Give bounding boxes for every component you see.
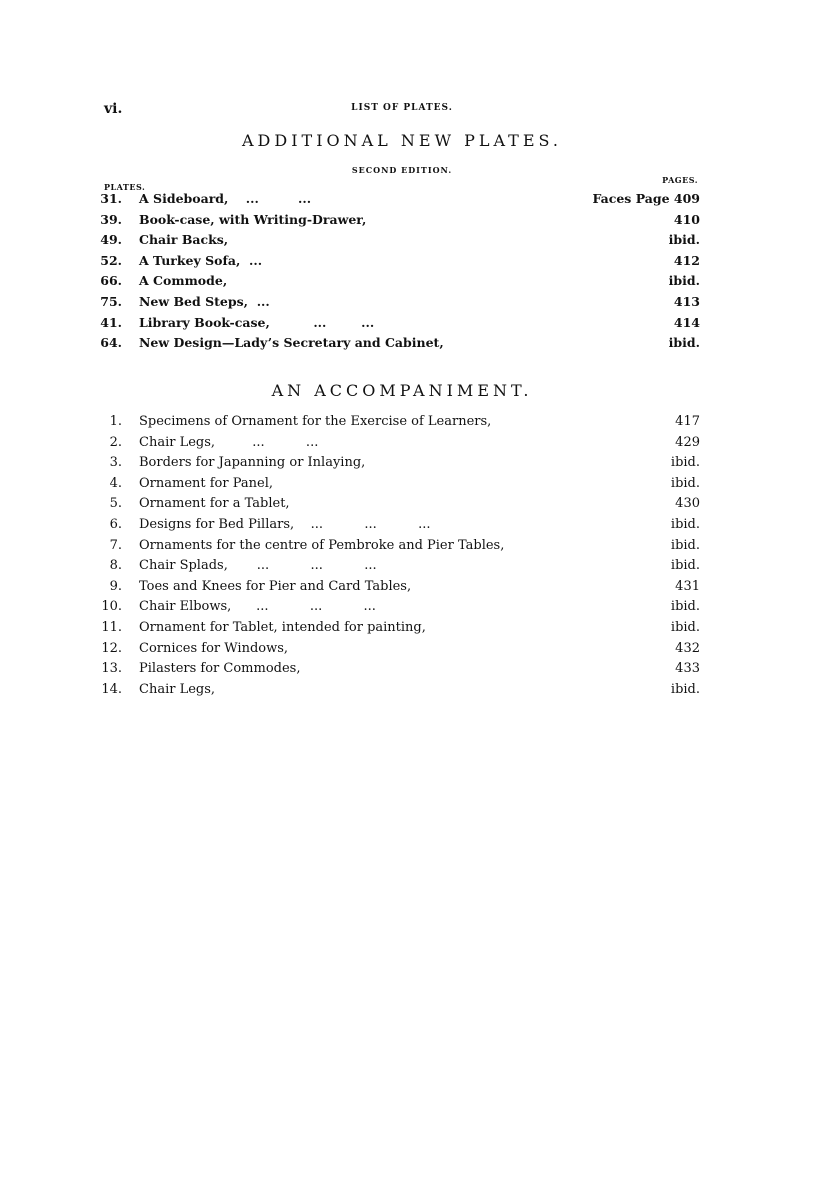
page-reference: ibid. (670, 455, 700, 471)
plate-number: 39. (100, 211, 122, 227)
plate-title: Pilasters for Commodes, (139, 661, 301, 677)
plate-number: 10. (101, 599, 122, 615)
plate-title: Ornament for Panel, (139, 475, 273, 491)
page-reference: ibid. (670, 599, 700, 615)
page-reference: ibid. (668, 273, 700, 289)
page-reference: ibid. (670, 681, 700, 697)
page-reference: ibid. (670, 619, 700, 635)
plate-title: Library Book-case, ... ... (139, 314, 375, 330)
page-reference: 432 (675, 640, 700, 656)
plate-number: 4. (109, 475, 122, 491)
running-title: LIST OF PLATES. (351, 103, 453, 113)
plate-number: 13. (101, 661, 122, 677)
list-item (104, 412, 700, 433)
plate-number: 31. (100, 191, 122, 206)
page-reference: Faces Page 409 (592, 191, 700, 206)
page-reference: ibid. (670, 516, 700, 532)
plate-title: New Bed Steps, ... (139, 293, 270, 309)
additional-plates-heading: ADDITIONAL NEW PLATES. (241, 131, 562, 150)
pages-column-label: PAGES. (662, 175, 698, 185)
plate-title: Specimens of Ornament for the Exercise of Learners, (139, 414, 492, 429)
plate-title: Borders for Japanning or Inlaying, (139, 455, 366, 471)
page-reference: 417 (675, 414, 700, 429)
plates-column-label: PLATES. (104, 182, 146, 192)
plate-number: 1. (109, 414, 122, 429)
plate-number: 14. (101, 681, 122, 697)
page-reference: 412 (673, 252, 700, 268)
plate-title: New Design—Lady’s Secretary and Cabinet, (139, 335, 444, 351)
list-item (104, 453, 700, 474)
accompaniment-list (101, 412, 700, 700)
plate-number: 5. (109, 496, 122, 512)
plate-number: 2. (109, 434, 122, 450)
page-number: vi. (104, 101, 123, 117)
list-item (104, 474, 700, 495)
running-head (104, 101, 700, 117)
plate-number: 64. (100, 335, 122, 351)
plate-number: 9. (109, 578, 122, 594)
list-item (104, 494, 700, 515)
plate-number: 41. (100, 314, 122, 330)
plate-number: 75. (100, 293, 122, 309)
page-reference: 413 (673, 293, 700, 309)
plate-title: Ornaments for the centre of Pembroke and Pier Tables, (139, 537, 505, 553)
list-item (100, 230, 700, 251)
list-item (104, 556, 700, 577)
list-item (104, 515, 700, 536)
edition-subheading: SECOND EDITION. (351, 165, 453, 175)
list-item (104, 577, 700, 598)
accompaniment-heading: AN ACCOMPANIMENT. (271, 381, 533, 400)
page-reference: ibid. (670, 558, 700, 574)
page-reference: 433 (675, 661, 700, 677)
page-reference: ibid. (668, 335, 700, 351)
list-item (100, 210, 700, 231)
page-reference: 430 (675, 496, 700, 512)
list-item (101, 618, 700, 639)
list-item (100, 333, 700, 354)
plate-title: Chair Backs, (139, 232, 229, 248)
list-item (101, 597, 700, 618)
list-item (104, 433, 700, 454)
plate-title: Book-case, with Writing-Drawer, (139, 211, 367, 227)
plate-number: 11. (101, 619, 122, 635)
list-item (101, 680, 700, 701)
list-item (100, 251, 700, 272)
page-reference: ibid. (668, 232, 700, 248)
plate-title: A Turkey Sofa, ... (139, 252, 263, 268)
plate-title: Cornices for Windows, (139, 640, 289, 656)
plate-number: 52. (100, 252, 122, 268)
plate-number: 12. (101, 640, 122, 656)
list-item (101, 639, 700, 660)
plate-title: Chair Elbows, ... ... ... (139, 599, 376, 615)
plate-title: Toes and Knees for Pier and Card Tables, (139, 578, 412, 594)
list-item (101, 659, 700, 680)
page-reference: 410 (673, 211, 700, 227)
additional-plates-list (100, 189, 700, 354)
plate-title: Chair Legs, ... ... (139, 434, 319, 450)
page-reference: 431 (675, 578, 700, 594)
list-item (100, 313, 700, 334)
plate-title: A Sideboard, ... ... (139, 191, 312, 206)
list-item (100, 189, 700, 210)
plate-title: A Commode, (139, 273, 228, 289)
plate-title: Ornament for a Tablet, (139, 496, 290, 512)
plate-number: 7. (109, 537, 122, 553)
plate-title: Ornament for Tablet, intended for painting, (139, 619, 426, 635)
plate-title: Chair Splads, ... ... ... (139, 558, 377, 574)
plate-number: 49. (100, 232, 122, 248)
plate-number: 8. (109, 558, 122, 574)
plate-title: Chair Legs, (139, 681, 216, 697)
plate-number: 66. (100, 273, 122, 289)
page-reference: ibid. (670, 537, 700, 553)
page-reference: ibid. (670, 475, 700, 491)
list-item (104, 536, 700, 557)
page-reference: 414 (673, 314, 700, 330)
plate-number: 3. (109, 455, 122, 471)
plate-number: 6. (109, 516, 122, 532)
list-item (100, 292, 700, 313)
list-item (100, 271, 700, 292)
plate-title: Designs for Bed Pillars, ... ... ... (139, 516, 431, 532)
page-reference: 429 (675, 434, 700, 450)
